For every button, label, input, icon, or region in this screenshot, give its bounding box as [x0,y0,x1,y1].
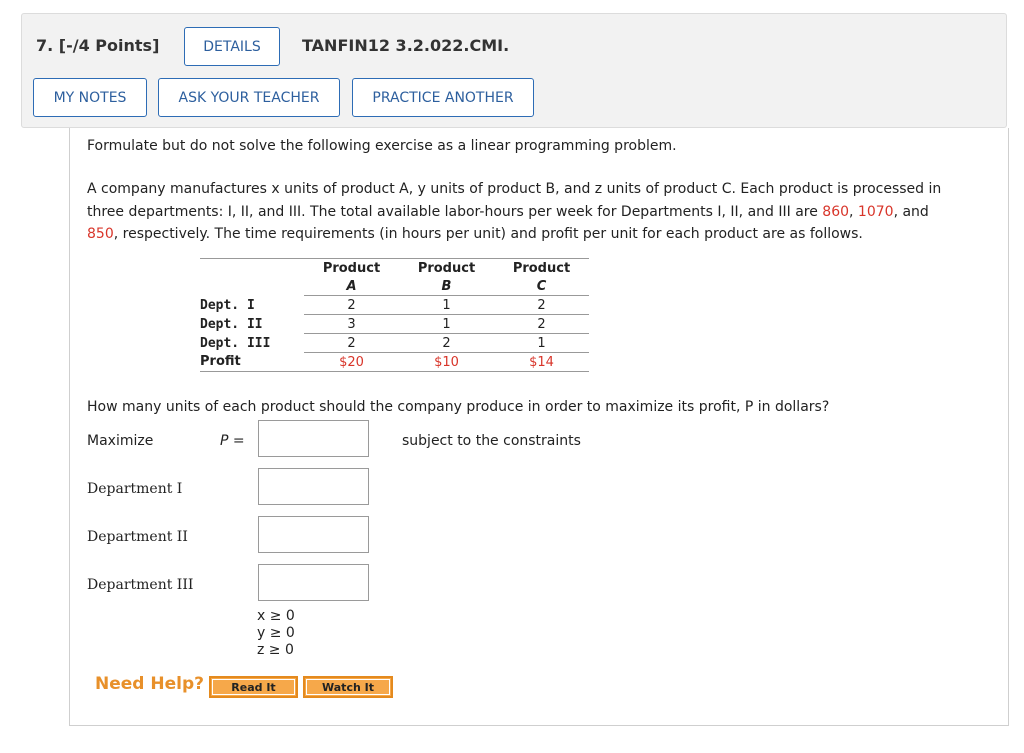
problem-code: TANFIN12 3.2.022.CMI. [302,36,510,55]
hours-dept-2: 1070 [857,204,894,220]
y-nonneg: y ≥ 0 [257,625,295,641]
col-sub-c: C [536,278,547,294]
practice-another-button[interactable]: PRACTICE ANOTHER [352,78,534,117]
col-header-c: Product [494,259,589,278]
maximize-label: Maximize [87,433,154,449]
x-nonneg: x ≥ 0 [257,608,295,624]
hours-dept-3: 850 [87,226,114,242]
question-points: 7. [-/4 Points] [36,36,160,55]
instructions: Formulate but do not solve the following exercise as a linear programming problem. [87,138,677,154]
table-row: Dept. I 2 1 2 [200,296,589,315]
need-help-label: Need Help? [95,674,204,694]
p-label: P = [220,433,245,449]
question-text: How many units of each product should the company produce in order to maximize its profit, P in dollars? [87,399,830,415]
col-sub-b: B [441,278,452,294]
problem-line-1: A company manufactures x units of product A, y units of product B, and z units of product C. Each product is processed in [87,181,942,197]
col-sub-a: A [346,278,357,294]
z-nonneg: z ≥ 0 [257,642,294,658]
table-row: Profit $20 $10 $14 [200,353,589,372]
ask-teacher-button[interactable]: ASK YOUR TEACHER [158,78,340,117]
details-button[interactable]: DETAILS [184,27,280,66]
objective-input[interactable] [258,420,369,457]
my-notes-button[interactable]: MY NOTES [33,78,147,117]
problem-line-3: 850, respectively. The time requirements (in hours per unit) and profit per unit for each product are as follows. [87,226,863,242]
table-row: Dept. III 2 2 1 [200,334,589,353]
dept1-constraint-input[interactable] [258,468,369,505]
dept1-label: Department I [87,481,183,497]
dept3-label: Department III [87,577,194,593]
requirements-table [200,258,589,372]
watch-it-button[interactable]: Watch It [303,676,393,698]
subject-to-label: subject to the constraints [402,433,581,449]
problem-line-2: three departments: I, II, and III. The total available labor-hours per week for Departments I, II, and III are 860, 1070, and [87,204,929,220]
hours-dept-1: 860 [822,204,850,220]
nonnegativity-constraints [257,608,295,659]
dept2-label: Department II [87,529,188,545]
col-header-a: Product [304,259,399,278]
dept3-constraint-input[interactable] [258,564,369,601]
read-it-button[interactable]: Read It [209,676,298,698]
col-header-b: Product [399,259,494,278]
table-row: Dept. II 3 1 2 [200,315,589,334]
dept2-constraint-input[interactable] [258,516,369,553]
